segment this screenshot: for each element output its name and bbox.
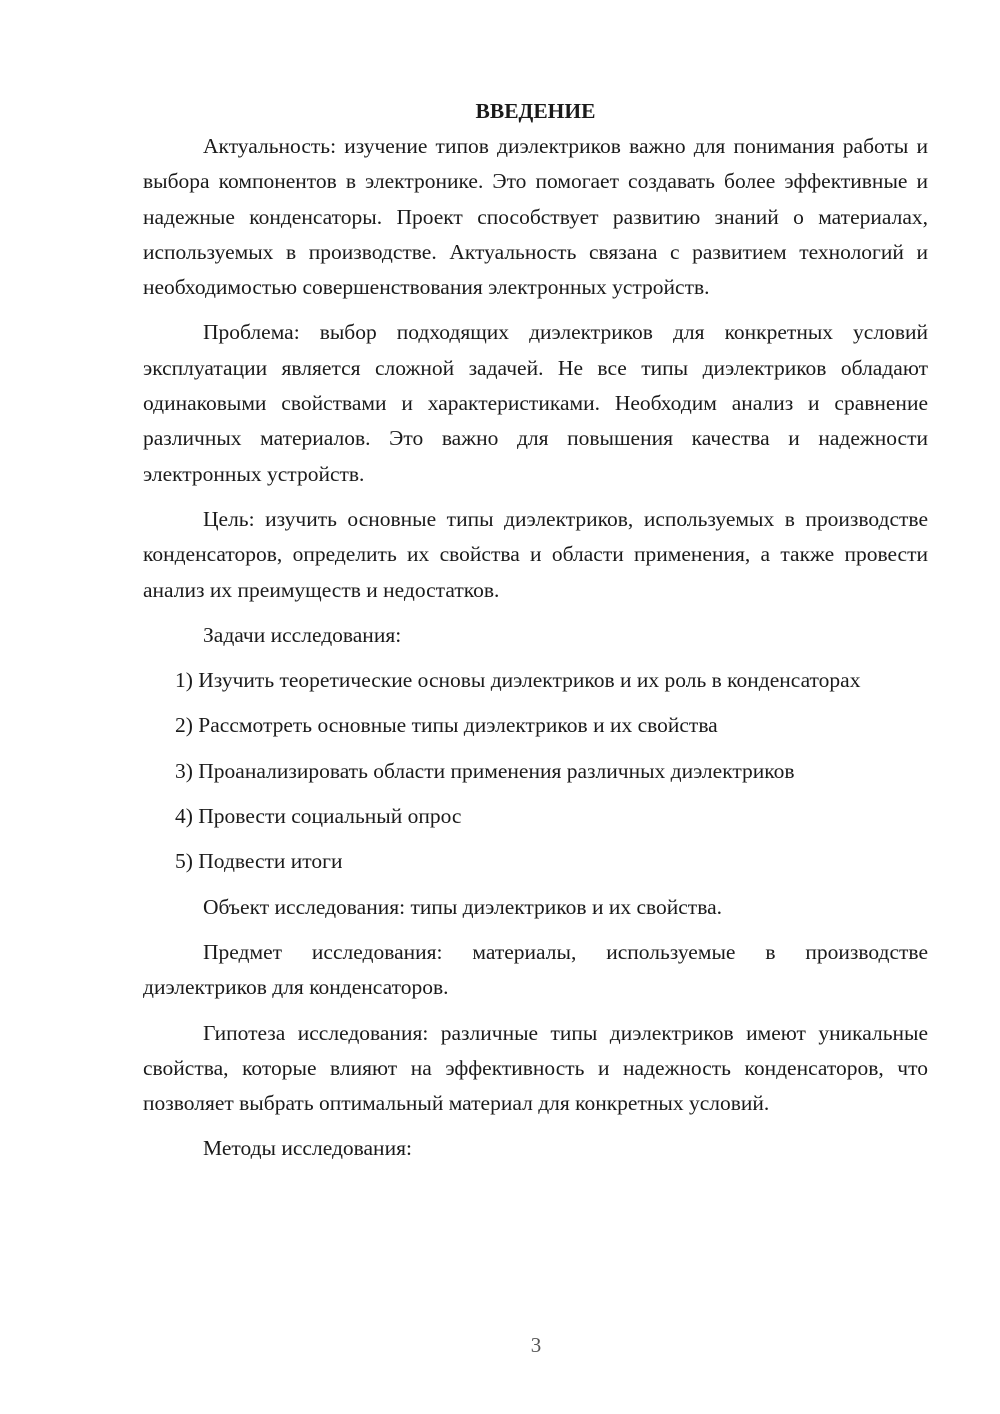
task-item-4: 4) Провести социальный опрос [175,804,462,829]
paragraph-methods: Методы исследования: [203,1136,412,1161]
task-item-3: 3) Проанализировать области применения различных диэлектриков [175,758,795,783]
paragraph-hypothesis: Гипотеза исследования: различные типы диэлектриков имеют уникальные свойства, которые влияют на эффективность и надежность конденсаторов, что позволяет выбрать оптимальный материал для конкретных условий. [143,1020,928,1116]
task-item-5: 5) Подвести итоги [175,849,343,874]
task-item-1: 1) Изучить теоретические основы диэлектриков и их роль в конденсаторах [175,668,861,693]
page-number: 3 [530,1333,542,1357]
paragraph-goal: Цель: изучить основные типы диэлектриков, используемых в производстве конденсаторов, определить их свойства и области применения, а также провести анализ их преимуществ и недостатков. [143,506,928,602]
paragraph-problem: Проблема: выбор подходящих диэлектриков для конкретных условий эксплуатации является сложной задачей. Не все типы диэлектриков обладают одинаковыми свойствами и характеристиками. Необходим анализ и сравнение различных материалов. Это важно для повышения качества и надежности электронных устройств. [143,320,928,486]
task-item-2: 2) Рассмотреть основные типы диэлектриков и их свойства [175,713,718,738]
paragraph-tasks-heading: Задачи исследования: [203,622,402,647]
paragraph-relevance: Актуальность: изучение типов диэлектриков важно для понимания работы и выбора компонентов в электронике. Это помогает создавать более эффективные и надежные конденсаторы. Проект способствует развитию знаний о материалах, используемых в производстве. Актуальность связана с развитием технологий и необходимостью совершенствования электронных устройств. [143,134,928,300]
section-title: ВВЕДЕНИЕ [475,99,596,123]
paragraph-object: Объект исследования: типы диэлектриков и их свойства. [203,894,722,919]
page-content [143,94,928,1167]
paragraph-subject: Предмет исследования: материалы, используемые в производстве диэлектриков для конденсаторов. [143,939,928,1000]
